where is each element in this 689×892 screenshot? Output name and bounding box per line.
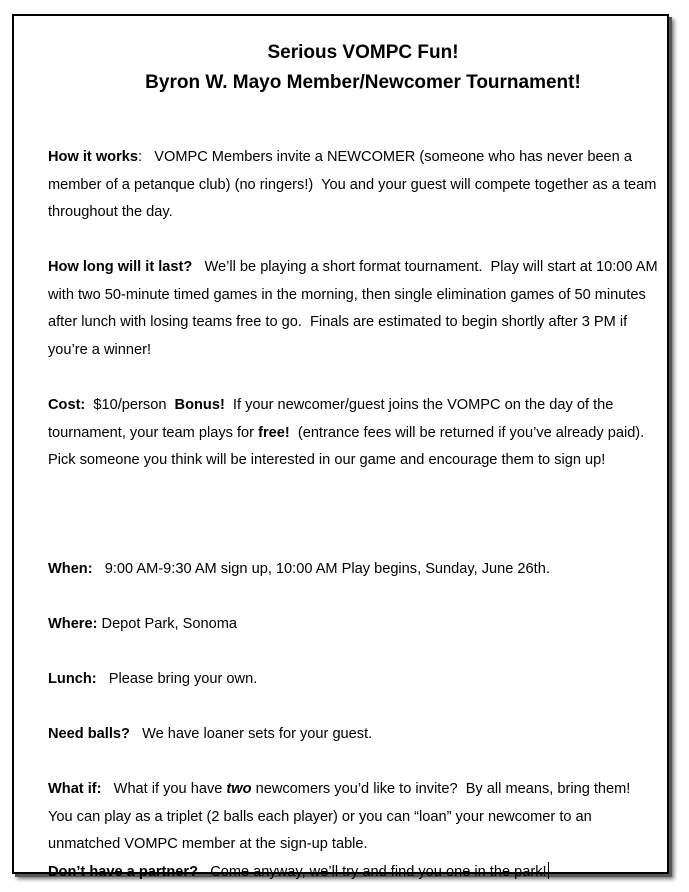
partner-text: Come anyway, we’ll try and find you one in the park!: [198, 864, 547, 880]
section-need-balls: [48, 721, 660, 749]
lunch-label: Lunch:: [48, 671, 97, 687]
cost-text-after-free: (entrance fees will be returned if you’ve already paid). Pick someone you think will be interested in our game and encourage them to sign up!: [48, 424, 653, 468]
lunch-text: Please bring your own.: [96, 671, 258, 687]
document-page-frame: [12, 14, 669, 880]
cost-free: free!: [258, 424, 290, 441]
section-how-it-works: [48, 144, 660, 227]
title-line-1: Serious VOMPC Fun!: [267, 42, 459, 63]
how-long-text: We’ll be playing a short format tournament. Play will start at 10:00 AM with two 50-minute timed games in the morning, then single elimination games of 50 minutes after lunch with losing teams free to go. Finals are estimated to begin shortly after 3 PM if you’re a winner!: [48, 259, 662, 358]
section-how-long: [48, 254, 660, 364]
when-label: When:: [48, 561, 93, 577]
cost-price: $10/person: [85, 397, 175, 413]
section-cost: [48, 392, 660, 475]
title-line-2: Byron W. Mayo Member/Newcomer Tournament!: [145, 72, 581, 93]
when-text: 9:00 AM-9:30 AM sign up, 10:00 AM Play begins, Sunday, June 26th.: [92, 561, 550, 577]
what-if-text-after: newcomers you’d like to invite? By all means, bring them! You can play as a triplet (2 balls each player) or you can “loan” your newcomer to an unmatched VOMPC member at the sign-up table.: [48, 781, 639, 852]
what-if-text-before: What if you have: [101, 781, 227, 797]
cost-text-before-free: If your newcomer/guest joins the VOMPC on the day of the tournament, your team plays for: [48, 397, 618, 441]
where-label: Where:: [48, 616, 98, 632]
how-it-works-colon: :: [138, 149, 143, 165]
cost-label: Cost:: [48, 397, 86, 413]
how-it-works-text: VOMPC Members invite a NEWCOMER (someone who has never been a member of a petanque club) (no ringers!) You and your guest will compete together as a team throughout the day.: [48, 149, 661, 220]
text-cursor: [548, 862, 549, 879]
partner-label: Don’t have a partner?: [48, 864, 199, 880]
cost-bonus-label: Bonus!: [174, 397, 225, 413]
page-title: [48, 38, 668, 98]
section-what-if: [48, 776, 660, 859]
section-lunch: [48, 666, 660, 694]
what-if-emphasis: two: [226, 781, 252, 797]
where-text: Depot Park, Sonoma: [97, 616, 237, 632]
section-partner: [48, 859, 660, 887]
need-balls-text: We have loaner sets for your guest.: [129, 726, 373, 742]
section-where: [48, 611, 660, 639]
how-it-works-label: How it works: [48, 149, 139, 165]
need-balls-label: Need balls?: [48, 726, 130, 742]
how-long-label: How long will it last?: [48, 259, 193, 275]
what-if-label: What if:: [48, 781, 102, 797]
section-when: [48, 556, 660, 584]
